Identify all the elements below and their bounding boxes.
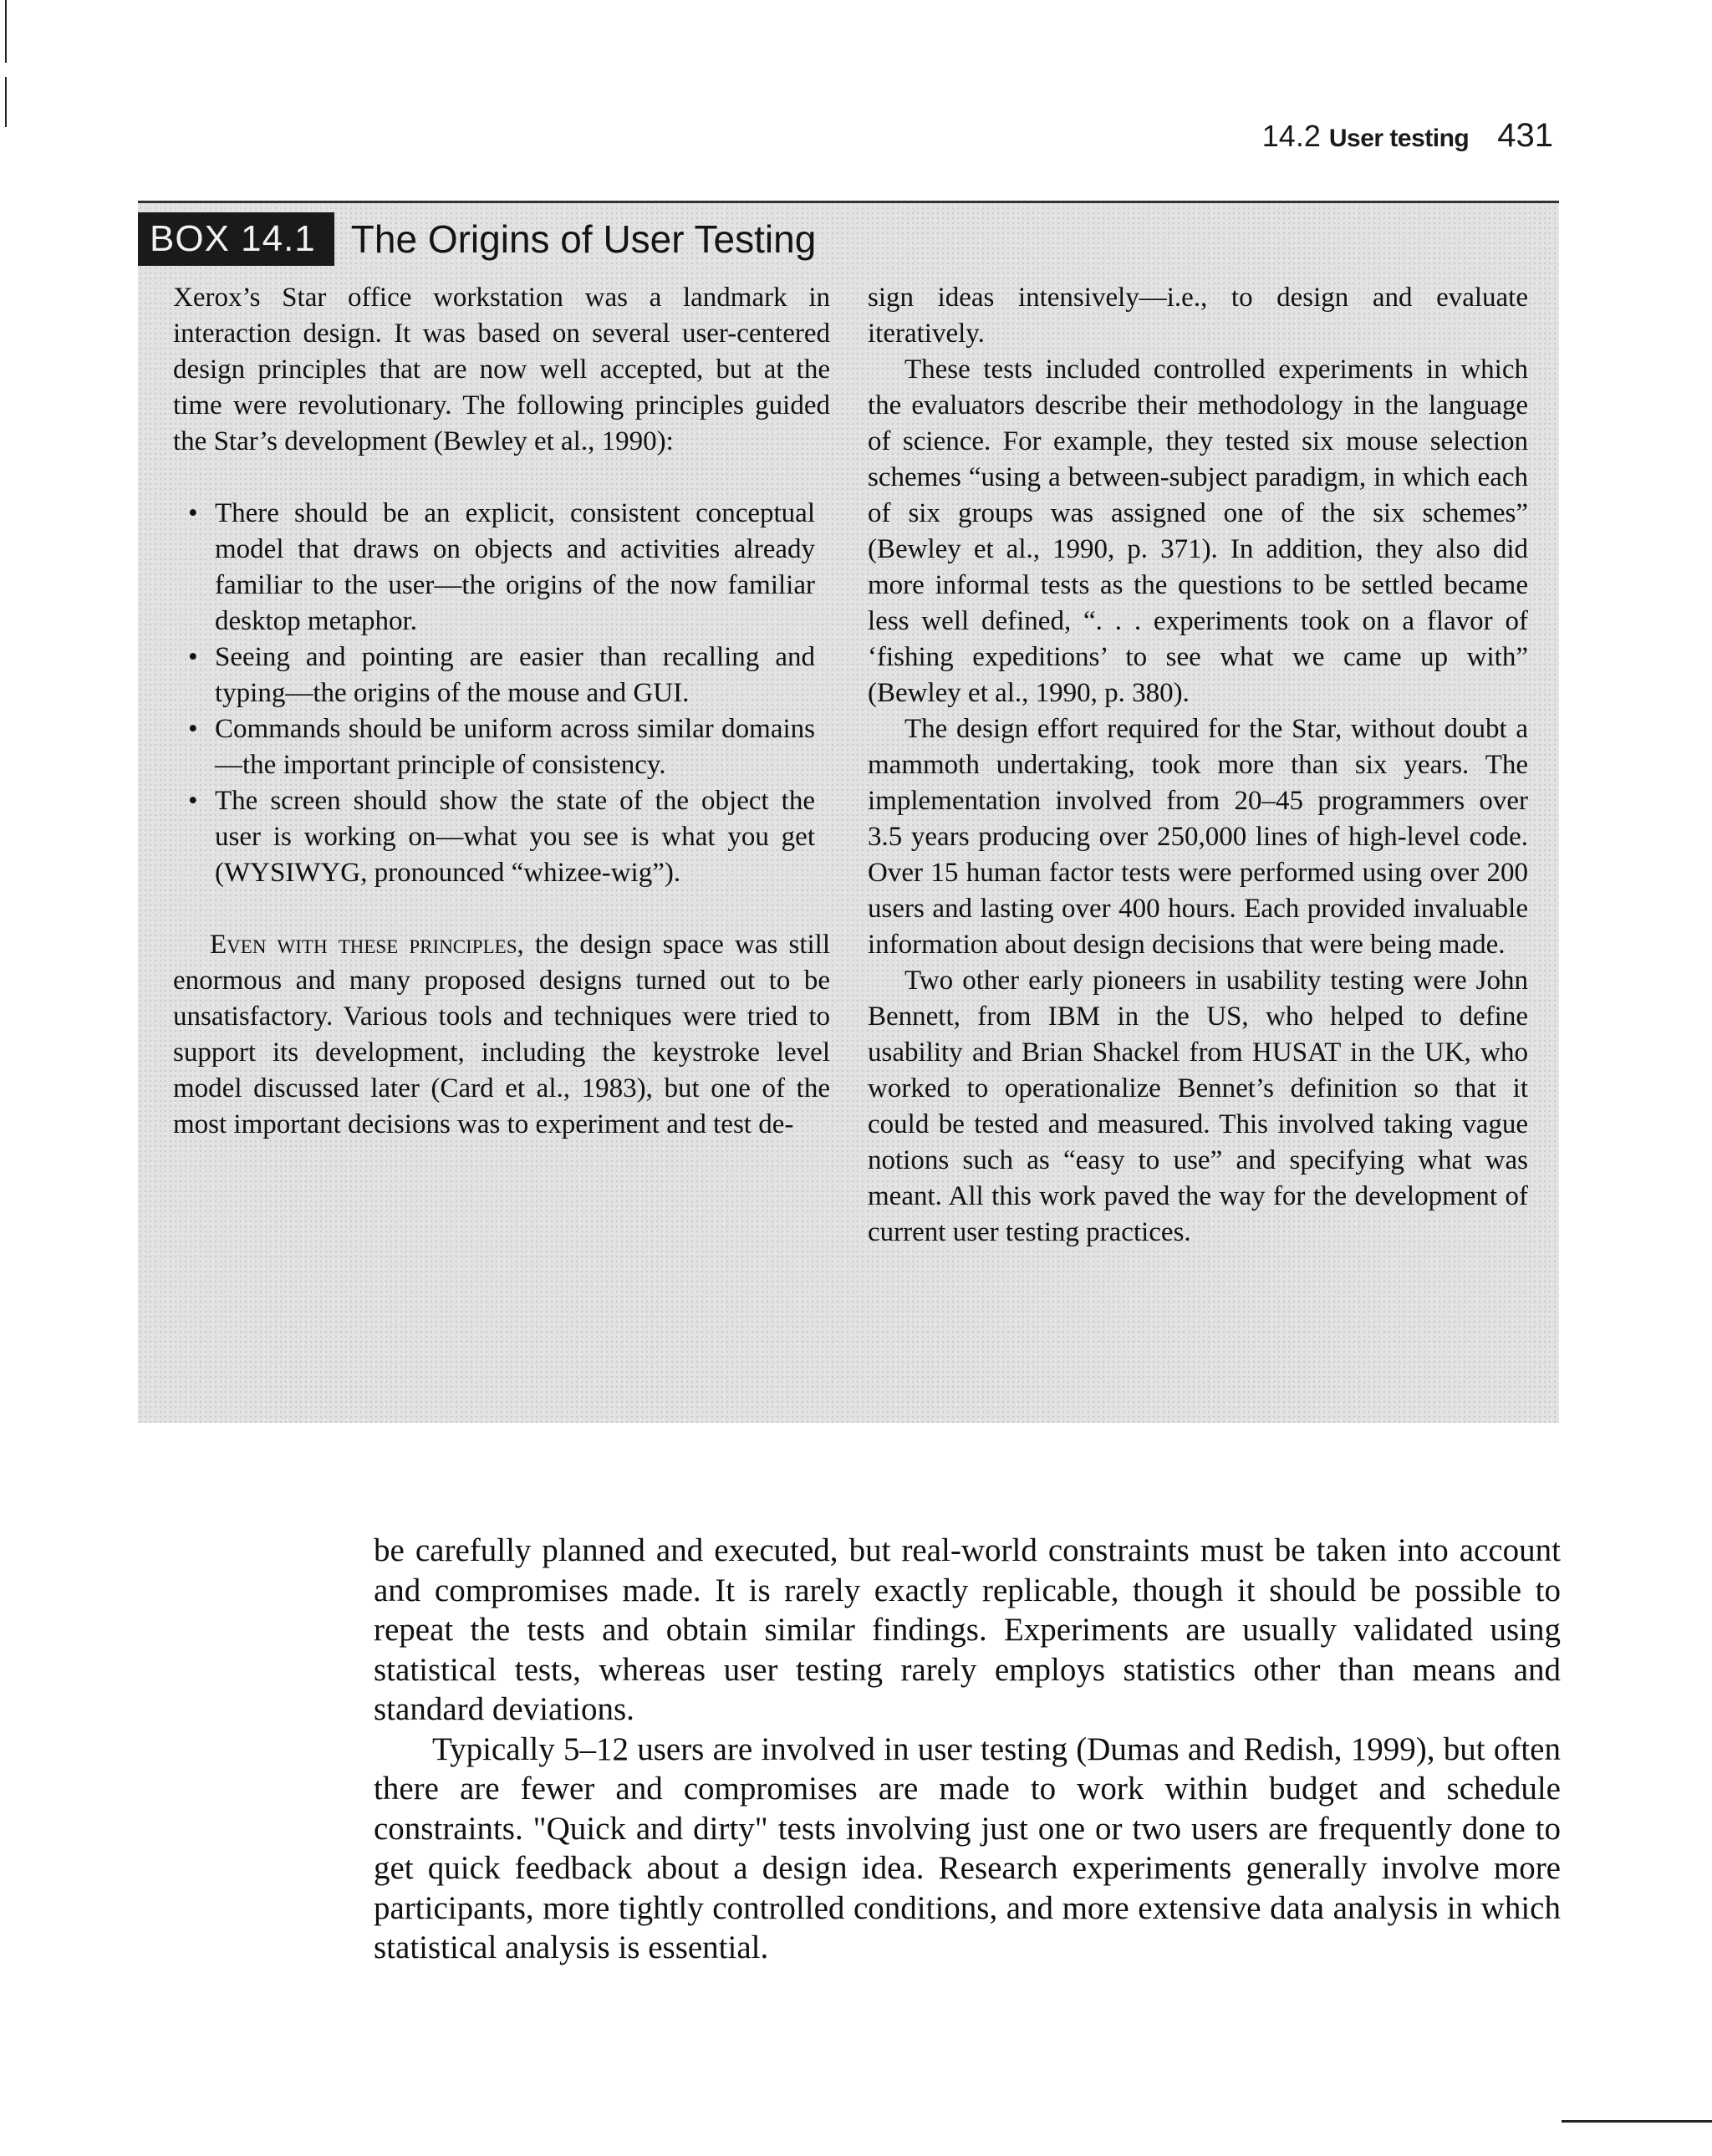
bullet-icon: • bbox=[188, 714, 198, 744]
running-head bbox=[1262, 117, 1553, 155]
scan-edge-mark bbox=[5, 77, 7, 127]
scan-edge-mark bbox=[5, 0, 7, 63]
footer-rule bbox=[1562, 2120, 1712, 2123]
box-header bbox=[138, 209, 816, 269]
box-intro-paragraph: Xerox’s Star office workstation was a landmark in interaction design. It was based on several user-centered design principles that are now well accepted, but at the time were revolutionary. The following principles guided the Star’s development (Bewley et al., 1990): bbox=[173, 283, 830, 456]
section-title: User testing bbox=[1328, 125, 1470, 152]
list-item bbox=[173, 640, 830, 711]
box-title: The Origins of User Testing bbox=[350, 217, 817, 261]
list-item-text: Commands should be uniform across similar domains—the important principle of consistency. bbox=[215, 714, 815, 780]
small-caps-lead-in: Even with these principles, bbox=[210, 930, 524, 960]
principles-list bbox=[173, 496, 830, 891]
bullet-icon: • bbox=[188, 642, 198, 672]
box-paragraph-text: the design space was still enormous and many proposed designs turned out to be unsatisfactory. Various tools and techniques were tried to support its development, including the keystroke level model discussed later (Card et al., 1983), but one of the most important decisions was to experiment and test de- bbox=[173, 930, 830, 1139]
bullet-icon: • bbox=[188, 786, 198, 816]
main-body-text bbox=[374, 1531, 1561, 1968]
list-item bbox=[173, 711, 830, 783]
body-paragraph: be carefully planned and executed, but real-world constraints must be taken into account and compromises made. It is rarely exactly replicable, though it should be possible to repeat the tests and obtain similar findings. Experiments are usually validated using statistical tests, whereas user testing rarely employs statistics other than means and standard deviations. bbox=[374, 1532, 1561, 1727]
list-item-text: There should be an explicit, consistent conceptual model that draws on objects and activities already familiar to the user—the origins of the now familiar desktop metaphor. bbox=[215, 498, 815, 636]
body-paragraph: Typically 5–12 users are involved in user testing (Dumas and Redish, 1999), but often there are fewer and compromises are made to work within budget and schedule constraints. "Quick and dirty" tests involving just one or two users are frequently done to get quick feedback about a design idea. Research experiments generally involve more participants, more tightly controlled conditions, and more extensive data analysis in which statistical analysis is essential. bbox=[374, 1730, 1561, 1965]
box-paragraph: Two other early pioneers in usability testing were John Bennett, from IBM in the US, who helped to define usability and Brian Shackel from HUSAT in the UK, who worked to operationalize Bennet’s definition so that it could be tested and measured. This involved taking vague notions such as “easy to use” and specifying what was meant. All this work paved the way for the development of current user testing practices. bbox=[868, 966, 1528, 1247]
box-paragraph bbox=[173, 927, 830, 1143]
box-left-column bbox=[173, 280, 830, 1143]
box-right-column bbox=[868, 280, 1528, 1251]
list-item bbox=[173, 783, 830, 891]
box-top-rule bbox=[138, 201, 1559, 203]
page-number: 431 bbox=[1497, 117, 1553, 154]
section-number: 14.2 bbox=[1261, 119, 1321, 153]
box-paragraph: The design effort required for the Star, without doubt a mammoth undertaking, took more than six years. The implementation involved from 20–45 programmers over 3.5 years producing over 250,000 lines of high-level code. Over 15 human factor tests were performed using over 200 users and lasting over 400 hours. Each provided invaluable information about design decisions that were being made. bbox=[868, 714, 1528, 960]
list-item-text: Seeing and pointing are easier than recalling and typing—the origins of the mouse and GUI. bbox=[215, 642, 815, 708]
box-tag: BOX 14.1 bbox=[138, 212, 334, 266]
box-paragraph: These tests included controlled experiments in which the evaluators describe their methodology in the language of science. For example, they tested six mouse selection schemes “using a between-subject paradigm, in which each of six groups was assigned one of the six schemes” (Bewley et al., 1990, p. 371). In addition, they also did more informal tests as the questions to be settled became less well defined, “. . . experiments took on a flavor of ‘fishing expeditions’ to see what we came up with” (Bewley et al., 1990, p. 380). bbox=[868, 354, 1528, 708]
box-paragraph: sign ideas intensively—i.e., to design and evaluate iteratively. bbox=[868, 283, 1528, 349]
list-item bbox=[173, 496, 830, 640]
sidebar-box bbox=[138, 201, 1559, 1423]
list-item-text: The screen should show the state of the object the user is working on—what you see is what you get (WYSIWYG, pronounced “whizee-wig”). bbox=[215, 786, 815, 888]
bullet-icon: • bbox=[188, 498, 198, 528]
